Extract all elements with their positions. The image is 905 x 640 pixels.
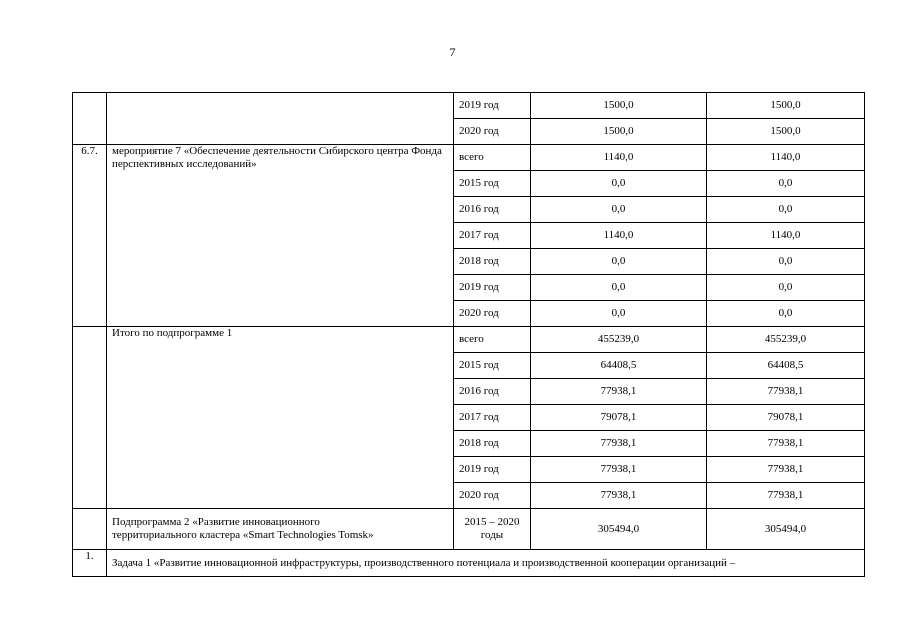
task-text: Задача 1 «Развитие инновационной инфраструктуры, производственного потенциала и производственной кооперации организаций – [107, 550, 865, 577]
table-row [73, 145, 865, 171]
value-cell: 77938,1 [707, 483, 865, 509]
year-cell: 2018 год [454, 249, 531, 275]
value-cell: 1140,0 [707, 223, 865, 249]
year-cell: 2020 год [454, 119, 531, 145]
value-cell: 1500,0 [531, 119, 707, 145]
year-cell: 2020 год [454, 483, 531, 509]
value-cell: 77938,1 [707, 379, 865, 405]
year-cell: 2018 год [454, 431, 531, 457]
number-cell [73, 93, 107, 145]
value-cell: 0,0 [531, 301, 707, 327]
subprogram2-name-line: Подпрограмма 2 «Развитие инновационного [112, 516, 320, 528]
subprogram2-years [454, 509, 531, 550]
value-cell: 79078,1 [707, 405, 865, 431]
value-cell: 455239,0 [531, 327, 707, 353]
measure-name: мероприятие 7 «Обеспечение деятельности Сибирского центра Фонда перспективных исследований» [107, 145, 454, 327]
year-cell: 2015 год [454, 353, 531, 379]
number-cell [73, 327, 107, 509]
year-cell: всего [454, 145, 531, 171]
subtotal-name: Итого по подпрограмме 1 [107, 327, 454, 509]
year-cell: 2019 год [454, 457, 531, 483]
value-cell: 0,0 [531, 171, 707, 197]
value-cell: 77938,1 [531, 379, 707, 405]
table-row [73, 93, 865, 119]
value-cell: 0,0 [707, 301, 865, 327]
table-row [73, 509, 865, 550]
value-cell: 0,0 [707, 171, 865, 197]
value-cell: 79078,1 [531, 405, 707, 431]
value-cell: 455239,0 [707, 327, 865, 353]
value-cell: 305494,0 [531, 509, 707, 550]
value-cell: 1500,0 [707, 93, 865, 119]
budget-table [72, 92, 865, 577]
value-cell: 0,0 [707, 197, 865, 223]
years-line: 2015 – 2020 [464, 516, 520, 528]
value-cell: 77938,1 [531, 483, 707, 509]
table-row [73, 327, 865, 353]
value-cell: 77938,1 [707, 431, 865, 457]
measure-number: 6.7. [73, 145, 107, 327]
year-cell: всего [454, 327, 531, 353]
value-cell: 1500,0 [531, 93, 707, 119]
name-cell [107, 93, 454, 145]
year-cell: 2016 год [454, 379, 531, 405]
number-cell [73, 509, 107, 550]
value-cell: 0,0 [707, 275, 865, 301]
subprogram2-name-line: территориального кластера «Smart Technologies Tomsk» [112, 529, 374, 541]
year-cell: 2016 год [454, 197, 531, 223]
value-cell: 64408,5 [531, 353, 707, 379]
value-cell: 1140,0 [531, 223, 707, 249]
value-cell: 305494,0 [707, 509, 865, 550]
years-line: годы [480, 529, 504, 541]
value-cell: 64408,5 [707, 353, 865, 379]
year-cell: 2017 год [454, 223, 531, 249]
value-cell: 77938,1 [531, 457, 707, 483]
subprogram2-name [107, 509, 454, 550]
task-number: 1. [73, 550, 107, 577]
year-cell: 2015 год [454, 171, 531, 197]
page-number: 7 [449, 45, 456, 59]
year-cell: 2019 год [454, 275, 531, 301]
value-cell: 0,0 [531, 249, 707, 275]
year-cell: 2020 год [454, 301, 531, 327]
year-cell: 2017 год [454, 405, 531, 431]
value-cell: 0,0 [707, 249, 865, 275]
year-cell: 2019 год [454, 93, 531, 119]
value-cell: 0,0 [531, 197, 707, 223]
value-cell: 77938,1 [531, 431, 707, 457]
value-cell: 0,0 [531, 275, 707, 301]
value-cell: 1500,0 [707, 119, 865, 145]
value-cell: 77938,1 [707, 457, 865, 483]
table-row [73, 550, 865, 577]
value-cell: 1140,0 [707, 145, 865, 171]
value-cell: 1140,0 [531, 145, 707, 171]
